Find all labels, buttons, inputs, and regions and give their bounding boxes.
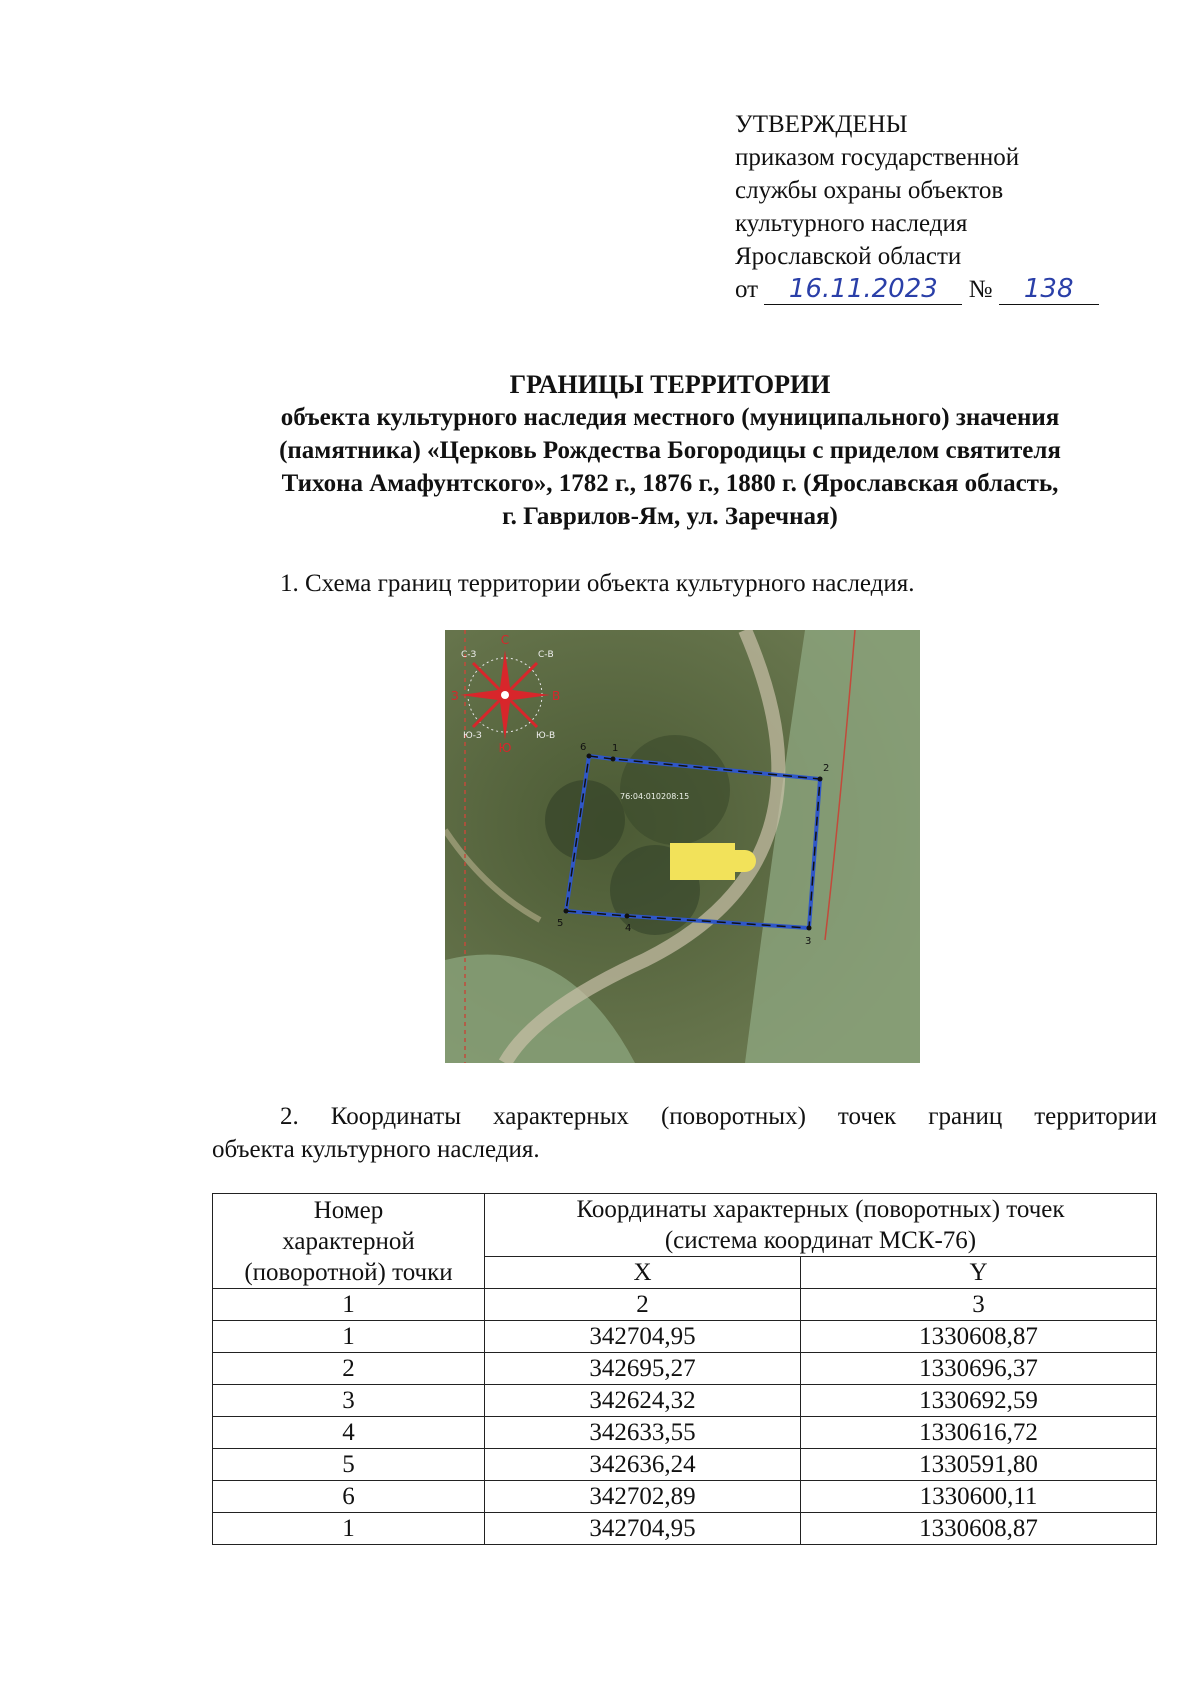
cell-point: 6 [213,1481,485,1513]
table-row [213,1513,1157,1545]
title-line: (памятника) «Церковь Рождества Богородицы с приделом святителя [279,437,1061,464]
approval-line: Ярославской области [735,243,962,270]
column-number: 3 [801,1289,1157,1321]
section2-line2: объекта культурного наследия. [212,1136,540,1163]
date-value: 16.11.2023 [764,274,962,305]
header-x: X [485,1257,801,1289]
cell-point: 1 [213,1321,485,1353]
cell-x: 342702,89 [485,1481,801,1513]
cell-y: 1330692,59 [801,1385,1157,1417]
header-point-line: Номер [313,1196,384,1224]
date-prefix: от [735,276,759,303]
table-row [213,1353,1157,1385]
cell-y: 1330600,11 [801,1481,1157,1513]
approval-date-row [735,273,1099,306]
cell-point: 2 [213,1353,485,1385]
table-header-row [213,1194,1157,1257]
table-row [213,1481,1157,1513]
column-number-row [213,1289,1157,1321]
compass-label-s: Ю [498,741,512,755]
cell-x: 342624,32 [485,1385,801,1417]
section2-line1: 2. Координаты характерных (поворотных) точек границ территории [280,1103,1157,1130]
table-row [213,1385,1157,1417]
cell-x: 342636,24 [485,1449,801,1481]
cell-y: 1330608,87 [801,1321,1157,1353]
approval-block [735,108,1099,306]
boundary-map [445,630,920,1063]
compass-label-n: С [500,633,510,647]
point-label-1: 1 [612,743,619,754]
table-row [213,1449,1157,1481]
number-value: 138 [999,274,1099,305]
cell-y: 1330616,72 [801,1417,1157,1449]
column-number: 2 [485,1289,801,1321]
approval-line: приказом государственной [735,144,1020,171]
cell-x: 342704,95 [485,1513,801,1545]
compass-label-ne: С-В [538,650,554,660]
document-title [215,368,1125,533]
point-label-4: 4 [625,923,632,934]
title-main: ГРАНИЦЫ ТЕРРИТОРИИ [509,370,831,399]
approval-line: культурного наследия [735,210,968,237]
column-number: 1 [213,1289,485,1321]
parcel-label: 76:04:010208:15 [620,792,690,801]
table-row [213,1321,1157,1353]
section2-heading [212,1100,1157,1166]
title-line: Тихона Амафунтского», 1782 г., 1876 г., 1880 г. (Ярославская область, [281,470,1059,497]
header-y: Y [801,1257,1157,1289]
cell-y: 1330608,87 [801,1513,1157,1545]
header-point-line: характерной [282,1227,415,1255]
compass-label-se: Ю-В [536,731,556,741]
cell-point: 5 [213,1449,485,1481]
header-coords-line: Координаты характерных (поворотных) точек [576,1196,1065,1223]
header-coordinates [485,1194,1157,1257]
point-label-6: 6 [580,742,587,753]
tree-cluster [620,735,730,845]
cell-y: 1330591,80 [801,1449,1157,1481]
compass-label-sw: Ю-З [463,731,482,741]
header-point-line: (поворотной) точки [244,1258,453,1286]
point-label-3: 3 [805,936,812,947]
number-prefix: № [968,276,993,303]
section1-heading: 1. Схема границ территории объекта культурного наследия. [280,570,915,597]
header-coords-line: (система координат МСК-76) [664,1227,977,1254]
cell-point: 4 [213,1417,485,1449]
header-point-number [213,1194,485,1289]
title-line: объекта культурного наследия местного (муниципального) значения [280,404,1060,431]
compass-rose [460,650,550,740]
coordinates-table [212,1193,1157,1545]
approval-heading: УТВЕРЖДЕНЫ [735,111,908,138]
cell-point: 3 [213,1385,485,1417]
cell-y: 1330696,37 [801,1353,1157,1385]
cell-x: 342633,55 [485,1417,801,1449]
compass-label-nw: С-З [461,650,477,660]
approval-line: службы охраны объектов [735,177,1004,204]
point-label-2: 2 [823,763,830,774]
table-row [213,1417,1157,1449]
compass-label-e: В [552,689,561,703]
cell-point: 1 [213,1513,485,1545]
compass-label-w: З [451,689,459,703]
point-label-5: 5 [557,918,564,929]
cell-x: 342704,95 [485,1321,801,1353]
cell-x: 342695,27 [485,1353,801,1385]
title-line: г. Гаврилов-Ям, ул. Заречная) [502,503,838,530]
